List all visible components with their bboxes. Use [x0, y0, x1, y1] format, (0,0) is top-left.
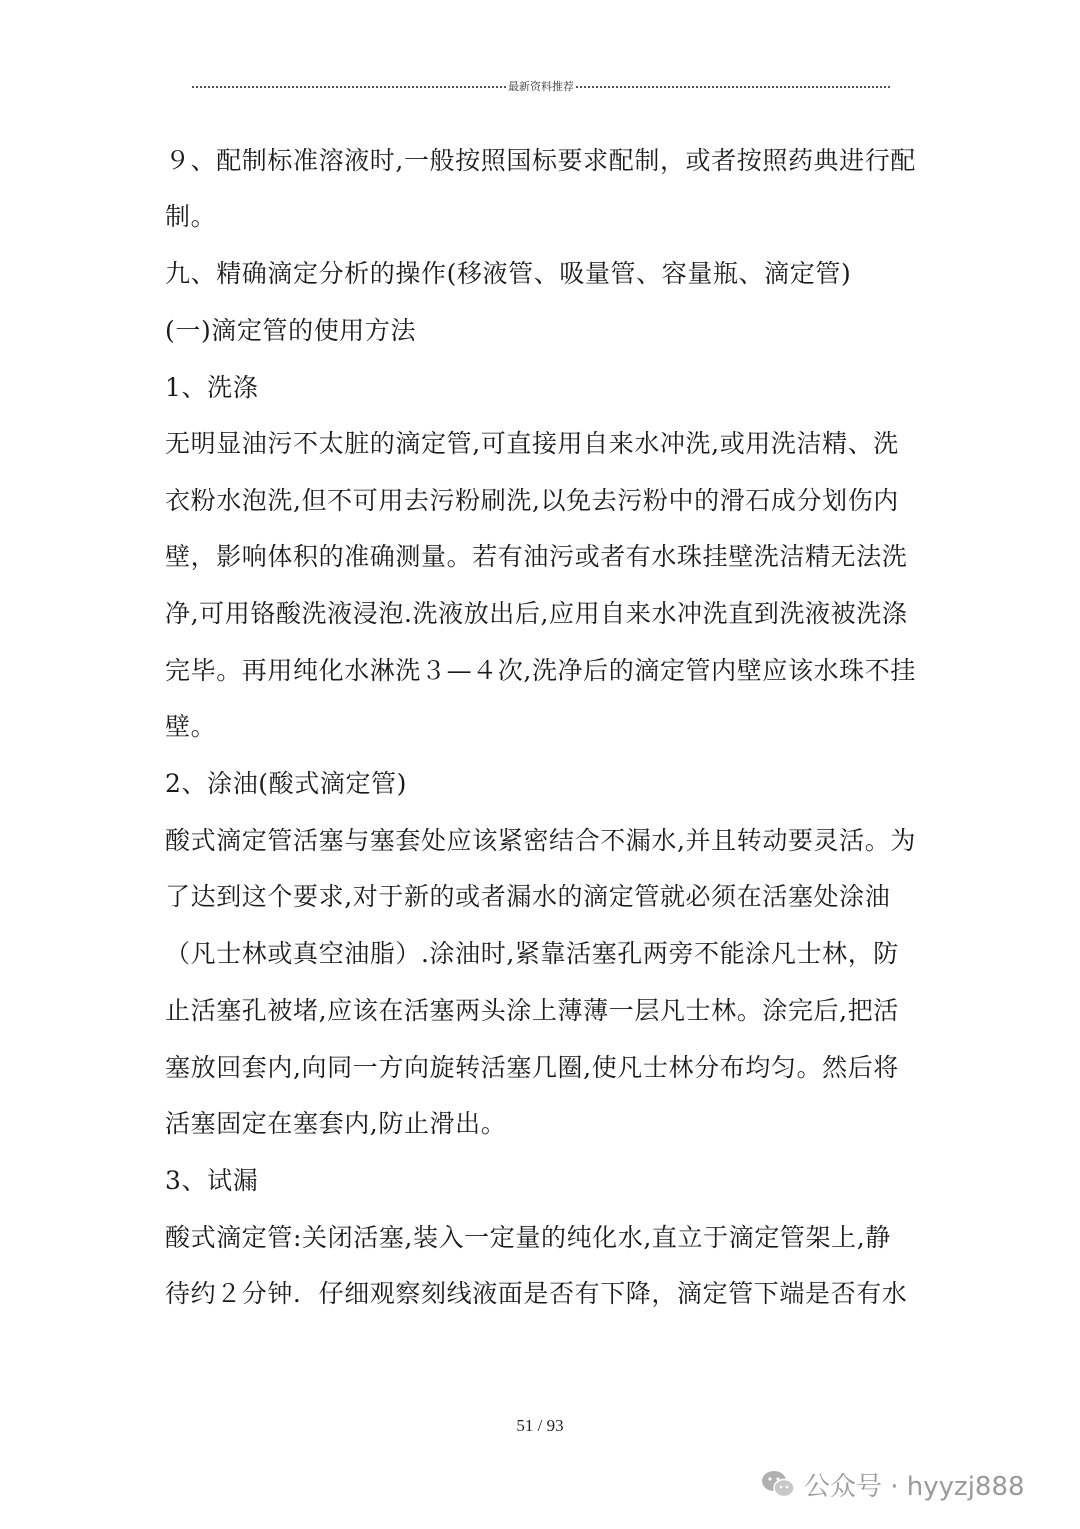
text-line: 衣粉水泡洗,但不可用去污粉刷洗,以免去污粉中的滑石成分划伤内: [165, 486, 899, 515]
watermark-text: 公众号 · hyyzj888: [804, 1471, 1025, 1502]
text-line: 了达到这个要求,对于新的或者漏水的滴定管就必须在活塞处涂油: [165, 882, 891, 911]
page-header: [192, 78, 890, 94]
text-line: 活塞固定在塞套内,防止滑出。: [165, 1109, 507, 1138]
text-line: 止活塞孔被堵,应该在活塞两头涂上薄薄一层凡士林。涂完后,把活: [165, 996, 899, 1025]
wechat-icon: [760, 1469, 796, 1499]
text-line: ９、配制标准溶液时,一般按照国标要求配制，或者按照药典进行配: [165, 146, 916, 175]
step-heading: 1、洗涤: [165, 373, 259, 402]
header-title: 最新资料推荐: [508, 80, 574, 93]
text-line: 酸式滴定管:关闭活塞,装入一定量的纯化水,直立于滴定管架上,静: [165, 1223, 891, 1252]
text-line: 壁，影响体积的准确测量。若有油污或者有水珠挂壁洗洁精无法洗: [165, 542, 908, 571]
text-line: 酸式滴定管活塞与塞套处应该紧密结合不漏水,并且转动要灵活。为: [165, 826, 916, 855]
section-heading: 九、精确滴定分析的操作(移液管、吸量管、容量瓶、滴定管): [165, 259, 852, 288]
text-line: 无明显油污不太脏的滴定管,可直接用自来水冲洗,或用洗洁精、洗: [165, 429, 899, 458]
step-heading: 2、涂油(酸式滴定管): [165, 769, 408, 798]
header-dots-right: [576, 86, 890, 88]
text-line: （凡士林或真空油脂）.涂油时,紧靠活塞孔两旁不能涂凡士林，防: [165, 939, 899, 968]
text-line: 制。: [165, 202, 217, 231]
text-line: 塞放回套内,向同一方向旋转活塞几圈,使凡士林分布均匀。然后将: [165, 1053, 899, 1082]
subsection-heading: (一)滴定管的使用方法: [165, 316, 417, 345]
step-heading: 3、试漏: [165, 1166, 259, 1195]
text-line: 完毕。再用纯化水淋洗３—４次,洗净后的滴定管内壁应该水珠不挂: [165, 656, 916, 685]
text-line: 壁。: [165, 712, 217, 741]
page-number: 51 / 93: [516, 1416, 564, 1435]
header-dots-left: [192, 86, 506, 88]
text-line: 待约２分钟．仔细观察刻线液面是否有下降，滴定管下端是否有水: [165, 1279, 908, 1308]
watermark: [760, 1462, 1025, 1506]
text-line: 净,可用铬酸洗液浸泡.洗液放出后,应用自来水冲洗直到洗液被洗涤: [165, 599, 908, 628]
